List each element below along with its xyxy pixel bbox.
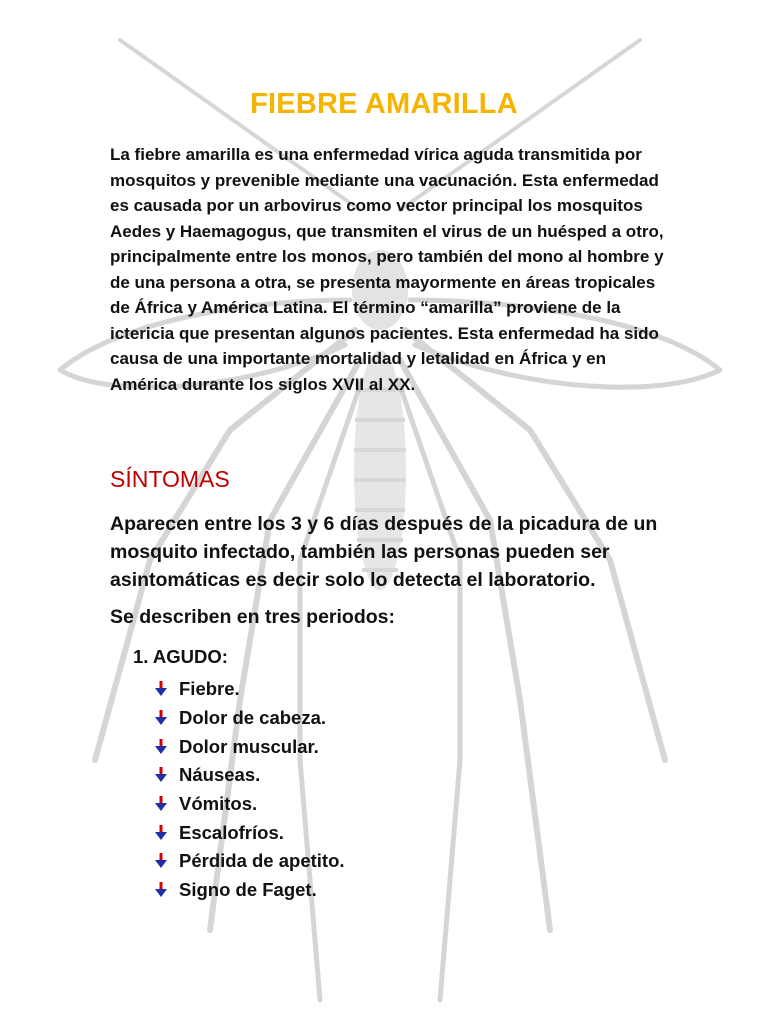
list-item-label: Pérdida de apetito. bbox=[179, 850, 345, 872]
intro-paragraph: La fiebre amarilla es una enfermedad vírica aguda transmitida por mosquitos y prevenible mediante una vacunación. Esta enfermedad es causada por un arbovirus como vector principal los mosquitos Aedes y Haemagogus, que transmiten el virus de un huésped a otro, principalmente entre los monos, pero también del mono al hombre y de una persona a otra, se presenta mayormente en áreas tropicales de África y América Latina. El término “amarilla” proviene de la ictericia que presentan algunos pacientes. Esta enfermedad ha sido causa de una importante mortalidad y letalidad en África y en América durante los siglos XVII al XX. bbox=[110, 145, 664, 394]
down-arrow-bullet-icon bbox=[155, 825, 167, 841]
list-item-label: Dolor muscular. bbox=[179, 735, 319, 757]
down-arrow-bullet-icon bbox=[155, 796, 167, 812]
list-item-label: Náuseas. bbox=[179, 764, 261, 786]
list-item bbox=[155, 675, 345, 704]
list-item bbox=[155, 761, 345, 790]
down-arrow-bullet-icon bbox=[155, 739, 167, 755]
document-title: FIEBRE AMARILLA bbox=[250, 88, 518, 120]
list-item bbox=[155, 704, 345, 733]
down-arrow-bullet-icon bbox=[155, 882, 167, 898]
down-arrow-bullet-icon bbox=[155, 710, 167, 726]
list-item bbox=[155, 790, 345, 819]
down-arrow-bullet-icon bbox=[155, 681, 167, 697]
list-item bbox=[155, 732, 345, 761]
symptom-list bbox=[155, 675, 345, 905]
section-heading: SÍNTOMAS bbox=[110, 466, 230, 492]
symptoms-paragraph: Aparecen entre los 3 y 6 días después de la picadura de un mosquito infectado, también las personas pueden ser asintomáticas es decir solo lo detecta el laboratorio. bbox=[110, 513, 658, 591]
list-item-label: Fiebre. bbox=[179, 678, 240, 700]
list-item bbox=[155, 818, 345, 847]
list-item-label: Escalofríos. bbox=[179, 821, 284, 843]
list-item bbox=[155, 847, 345, 876]
list-item-label: Dolor de cabeza. bbox=[179, 707, 327, 729]
ordered-list-item: 1. AGUDO: bbox=[133, 646, 228, 667]
list-item bbox=[155, 876, 345, 905]
down-arrow-bullet-icon bbox=[155, 767, 167, 783]
list-item-label: Signo de Faget. bbox=[179, 879, 317, 901]
down-arrow-bullet-icon bbox=[155, 853, 167, 869]
list-item-label: Vómitos. bbox=[179, 793, 258, 815]
periods-paragraph: Se describen en tres periodos: bbox=[110, 606, 396, 628]
